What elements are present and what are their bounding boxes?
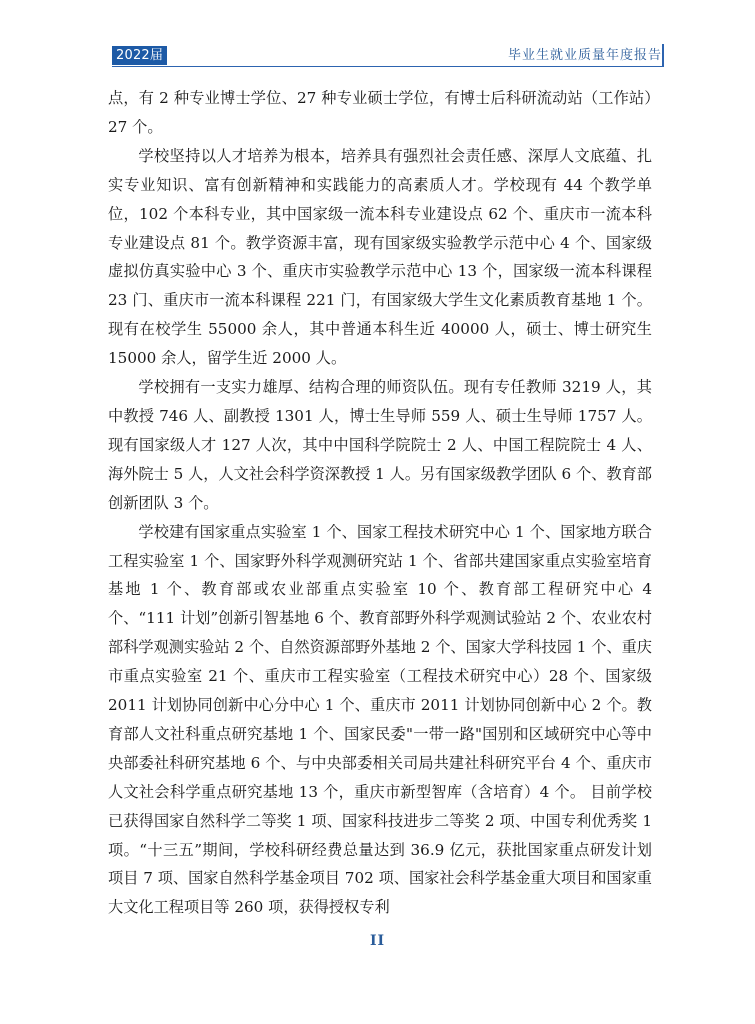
- header-corner-mark: [662, 44, 664, 67]
- year-tag: 2022届: [112, 46, 167, 65]
- report-title: 毕业生就业质量年度报告: [507, 48, 662, 63]
- paragraph-faculty: 学校拥有一支实力雄厚、结构合理的师资队伍。现有专任教师 3219 人，其中教授 746 人、副教授 1301 人，博士生导师 559 人、硕士生导师 1757 人。现有国家级人才 127 人次，其中中国科学院院士 2 人、中国工程院院士 4 人、海外院士 5 人，人文社会科学资深教授 1 人。另有国家级教学团队 6 个、教育部创新团队 3 个。: [108, 378, 652, 512]
- page-number: II: [369, 933, 386, 949]
- paragraph-continuation: 点，有 2 种专业博士学位、27 种专业硕士学位，有博士后科研流动站（工作站）27 个。: [108, 89, 652, 136]
- paragraph-talent-cultivation: 学校坚持以人才培养为根本，培养具有强烈社会责任感、深厚人文底蕴、扎实专业知识、富有创新精神和实践能力的高素质人才。学校现有 44 个教学单位，102 个本科专业，其中国家级一流本科专业建设点 62 个、重庆市一流本科专业建设点 81 个。教学资源丰富，现有国家级实验教学示范中心 4 个、国家级虚拟仿真实验中心 3 个、重庆市实验教学示范中心 13 个，国家级一流本科课程 23 门、重庆市一流本科课程 221 门，有国家级大学生文化素质教育基地 1 个。现有在校学生 55000 余人，其中普通本科生近 40000 人，硕士、博士研究生 15000 余人，留学生近 2000 人。: [108, 146, 652, 368]
- paragraph-research-platforms: 学校建有国家重点实验室 1 个、国家工程技术研究中心 1 个、国家地方联合工程实验室 1 个、国家野外科学观测研究站 1 个、省部共建国家重点实验室培育基地 1 个、教育部或农业部重点实验室 10 个、教育部工程研究中心 4 个、“111 计划”创新引智基地 6 个、教育部野外科学观测试验站 2 个、农业农村部科学观测实验站 2 个、自然资源部野外基地 2 个、国家大学科技园 1 个、重庆市重点实验室 21 个、重庆市工程实验室（工程技术研究中心）28 个、国家级 2011 计划协同创新中心分中心 1 个、重庆市 2011 计划协同创新中心 2 个。教育部人文社科重点研究基地 1 个、国家民委"一带一路"国别和区域研究中心等中央部委社科研究基地 6 个、与中央部委相关司局共建社科研究平台 4 个、重庆市人文社会科学重点研究基地 13 个，重庆市新型智库（含培育）4 个。 目前学校已获得国家自然科学二等奖 1 项、国家科技进步二等奖 2 项、中国专利优秀奖 1 项。“十三五”期间，学校科研经费总量达到 36.9 亿元，获批国家重点研发计划项目 7 项、国家自然科学基金项目 702 项、国家社会科学基金重大项目和国家重大文化工程项目等 260 项，获得授权专利: [108, 522, 652, 917]
- page-header: [112, 44, 664, 66]
- body-text: [108, 84, 652, 922]
- header-divider: [112, 66, 662, 67]
